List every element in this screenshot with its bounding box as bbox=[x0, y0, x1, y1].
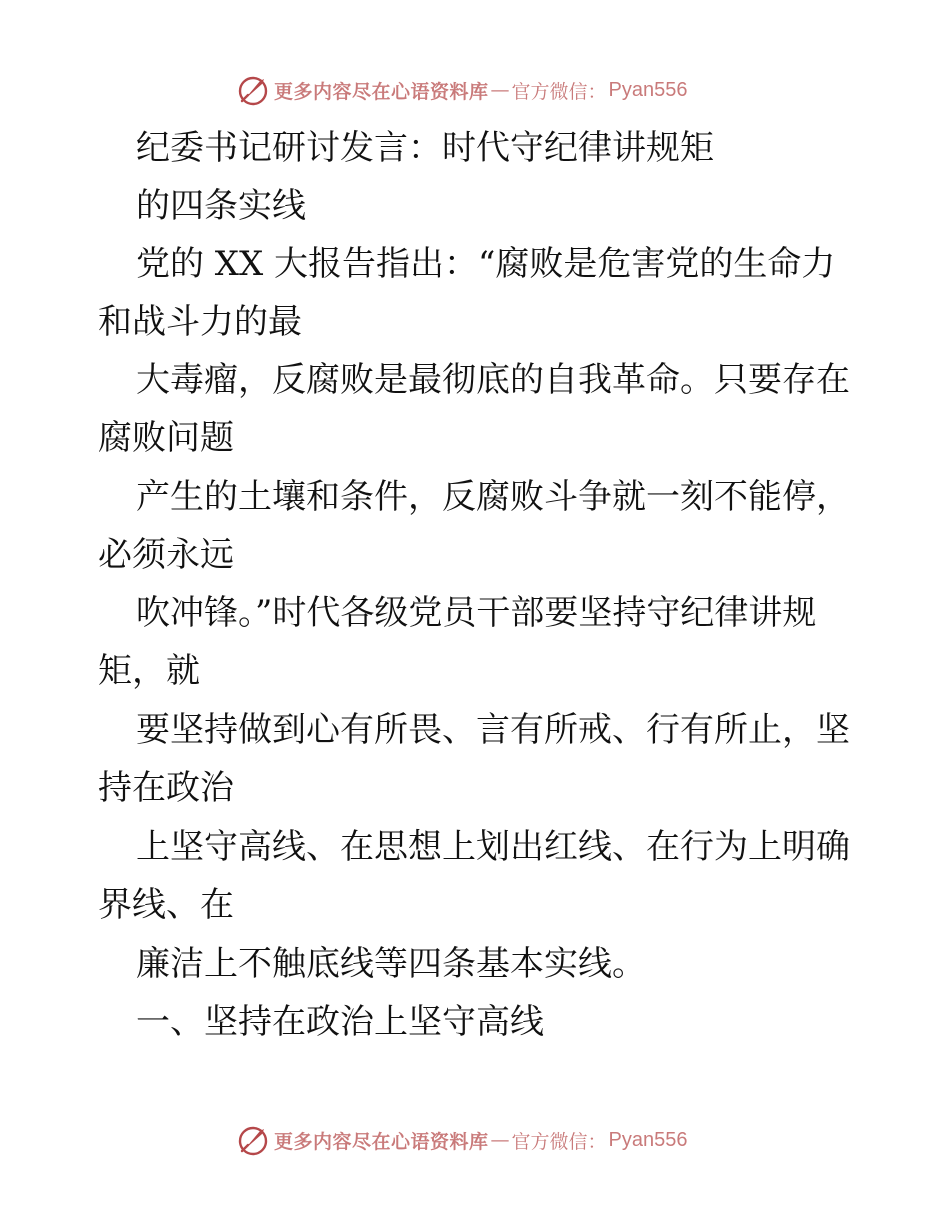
section-heading: 一、坚持在政治上坚守高线 bbox=[136, 1002, 544, 1042]
paragraph-line-wrap: 矩，就 bbox=[98, 651, 200, 691]
paragraph-line-wrap: 持在政治 bbox=[98, 768, 234, 808]
header-banner bbox=[236, 72, 688, 108]
wechat-id: Pyan556 bbox=[608, 78, 688, 101]
paragraph-line: 吹冲锋。”时代各级党员干部要坚持守纪律讲规 bbox=[136, 593, 817, 633]
document-title-line-2: 的四条实线 bbox=[136, 186, 306, 226]
banner-separator: — bbox=[490, 79, 510, 101]
quill-pen-logo-icon bbox=[236, 73, 270, 107]
paragraph-line-wrap: 腐败问题 bbox=[98, 418, 234, 458]
banner-separator: — bbox=[490, 1129, 510, 1151]
footer-banner bbox=[236, 1122, 688, 1158]
paragraph-line: 大毒瘤，反腐败是最彻底的自我革命。只要存在 bbox=[136, 360, 850, 400]
paragraph-line: 廉洁上不触底线等四条基本实线。 bbox=[136, 944, 646, 984]
paragraph-line: 产生的土壤和条件，反腐败斗争就一刻不能停， bbox=[136, 477, 850, 517]
paragraph-line: 要坚持做到心有所畏、言有所戒、行有所止，坚 bbox=[136, 710, 850, 750]
wechat-label: 官方微信： bbox=[511, 80, 607, 103]
paragraph-line-wrap: 必须永远 bbox=[98, 535, 234, 575]
promo-text: 更多内容尽在心语资料库 bbox=[274, 1130, 489, 1153]
wechat-label: 官方微信： bbox=[511, 1130, 607, 1153]
paragraph-line-wrap: 界线、在 bbox=[98, 885, 234, 925]
paragraph-line: 党的 XX 大报告指出：“腐败是危害党的生命力 bbox=[136, 244, 836, 284]
wechat-id: Pyan556 bbox=[608, 1128, 688, 1151]
paragraph-line-wrap: 和战斗力的最 bbox=[98, 302, 302, 342]
document-title-line-1: 纪委书记研讨发言：时代守纪律讲规矩 bbox=[136, 128, 714, 168]
paragraph-line: 上坚守高线、在思想上划出红线、在行为上明确 bbox=[136, 827, 850, 867]
quill-pen-logo-icon bbox=[236, 1123, 270, 1157]
promo-text: 更多内容尽在心语资料库 bbox=[274, 80, 489, 103]
